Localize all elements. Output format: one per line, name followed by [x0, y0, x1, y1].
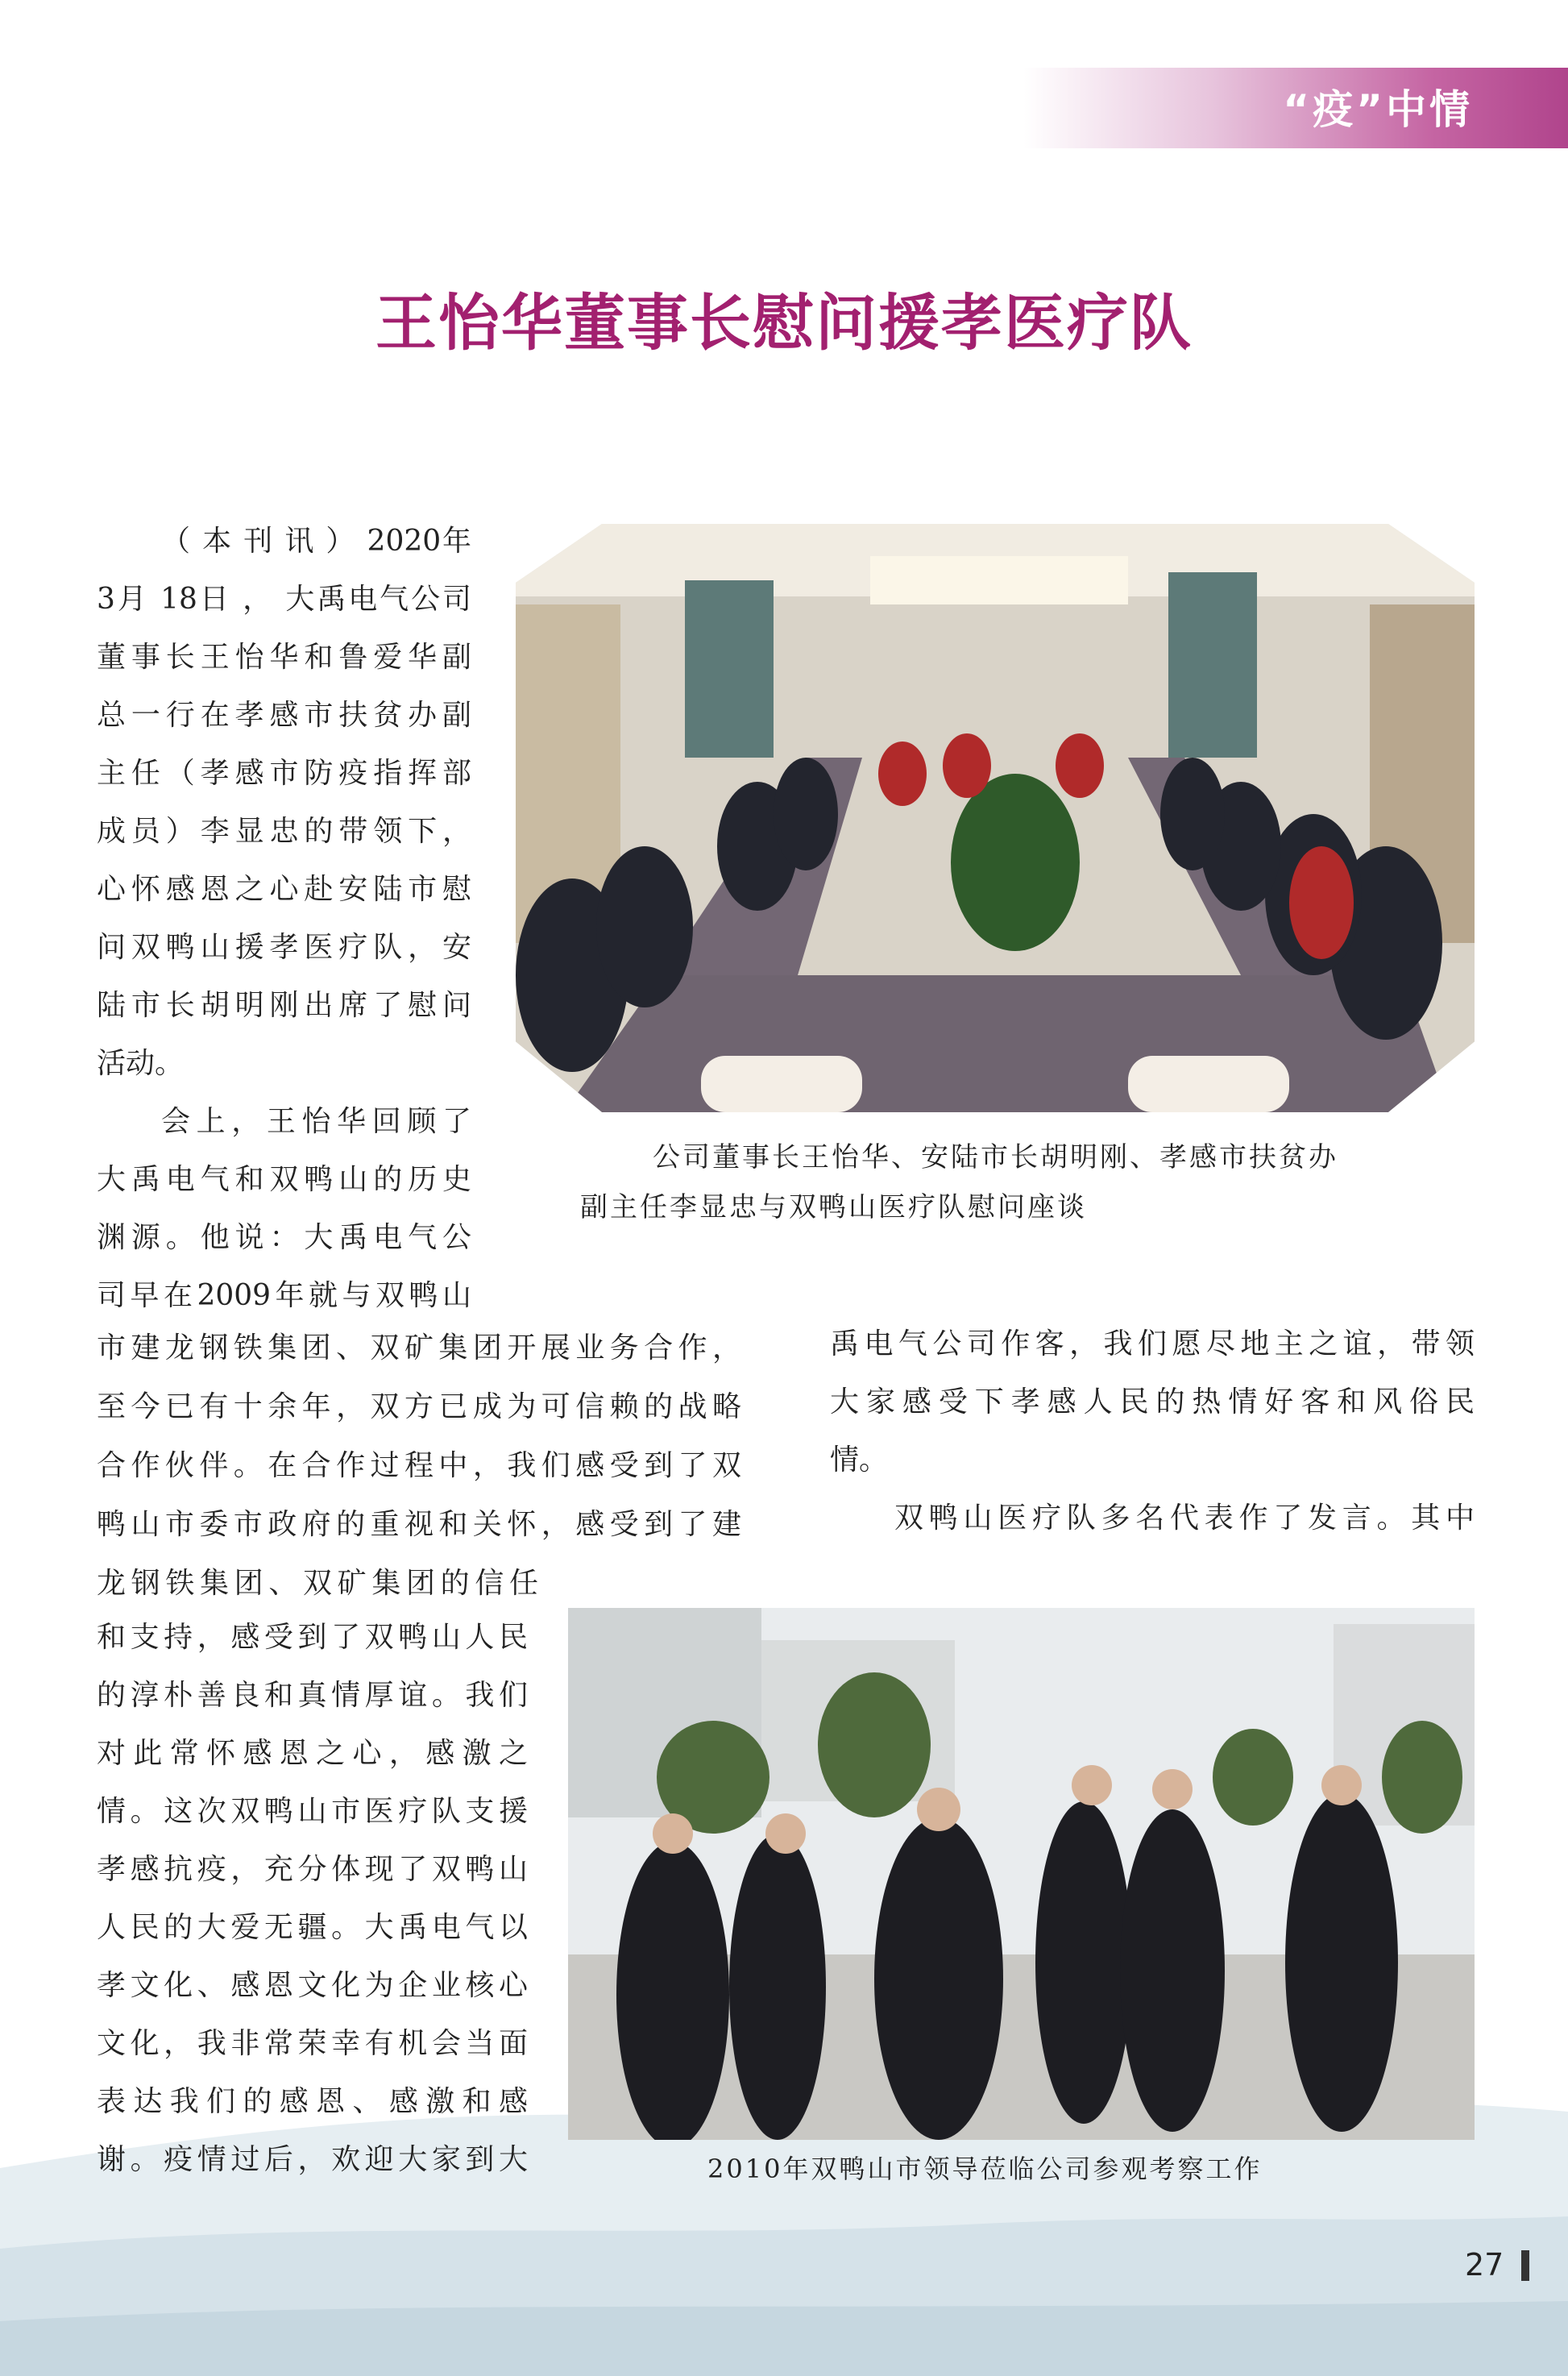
text-line: 情。这次双鸭山市医疗队支援 — [97, 1795, 528, 1828]
section-label: “疫”中情 — [1283, 86, 1473, 133]
caption-line: 公司董事长王怡华、安陆市长胡明刚、孝感市扶贫办 — [653, 1141, 1338, 1173]
text-line: 的淳朴善良和真情厚谊。我们 — [97, 1679, 528, 1712]
text-line: 渊源。他说：大禹电气公 — [97, 1221, 471, 1254]
text-line: 主任（孝感市防疫指挥部 — [97, 757, 471, 790]
text-column-intro — [97, 513, 471, 1325]
article-title: 王怡华董事长慰问援孝医疗队 — [375, 287, 1193, 359]
meeting-photo — [516, 524, 1475, 1112]
text-line: 市建龙钢铁集团、双矿集团开展业务合作， — [97, 1331, 741, 1365]
text-line: 对此常怀感恩之心，感激之 — [97, 1737, 528, 1770]
text-column-narrow — [97, 1609, 528, 2189]
text-line: 孝文化、感恩文化为企业核心 — [97, 1969, 528, 2002]
text-line: 会上，王怡华回顾了 — [161, 1105, 471, 1138]
text-line: 陆市长胡明刚出席了慰问 — [97, 989, 471, 1022]
text-line: 谢。疫情过后，欢迎大家到大 — [97, 2143, 528, 2176]
text-line: （ 本 刊 讯 ） 2020年 — [161, 525, 471, 558]
text-line: 至今已有十余年，双方已成为可信赖的战略 — [97, 1390, 741, 1423]
text-line: 司早在2009年就与双鸭山 — [97, 1279, 471, 1312]
text-line: 合作伙伴。在合作过程中，我们感受到了双 — [97, 1449, 741, 1482]
text-line: 董事长王怡华和鲁爱华副 — [97, 641, 471, 674]
text-line: 表达我们的感恩、感激和感 — [97, 2085, 528, 2118]
text-line: 大家感受下孝感人民的热情好客和风俗民 — [830, 1385, 1475, 1419]
caption-line: 副主任李显忠与双鸭山医疗队慰问座谈 — [580, 1191, 1087, 1223]
text-line: 心怀感恩之心赴安陆市慰 — [97, 873, 471, 906]
text-column-right — [830, 1315, 1475, 1547]
photo-caption-2: 2010年双鸭山市领导莅临公司参观考察工作 — [707, 2154, 1263, 2184]
text-line: 情。 — [830, 1443, 889, 1477]
text-line: 双鸭山医疗队多名代表作了发言。其中 — [894, 1502, 1475, 1535]
page-number-marker — [1521, 2250, 1529, 2281]
photo-caption-1 — [580, 1132, 1450, 1232]
text-line: 问双鸭山援孝医疗队，安 — [97, 931, 471, 964]
text-line: 文化，我非常荣幸有机会当面 — [97, 2027, 528, 2060]
text-line: 禹电气公司作客，我们愿尽地主之谊，带领 — [830, 1327, 1475, 1360]
page-number: 27 — [1465, 2247, 1504, 2283]
text-line: 3月 18日 ， 大禹电气公司 — [97, 583, 471, 616]
visit-photo — [568, 1608, 1475, 2140]
text-line: 鸭山市委市政府的重视和关怀，感受到了建 — [97, 1508, 741, 1541]
text-line: 总一行在孝感市扶贫办副 — [97, 699, 471, 732]
text-line: 孝感抗疫，充分体现了双鸭山 — [97, 1853, 528, 1886]
text-column-wide — [97, 1319, 741, 1613]
text-line: 人民的大爱无疆。大禹电气以 — [97, 1911, 528, 1944]
text-line: 活动。 — [97, 1047, 185, 1080]
text-line: 和支持，感受到了双鸭山人民 — [97, 1621, 528, 1654]
text-line: 大禹电气和双鸭山的历史 — [97, 1163, 471, 1196]
text-line: 龙钢铁集团、双矿集团的信任 — [97, 1567, 538, 1600]
text-line: 成员）李显忠的带领下， — [97, 815, 471, 848]
